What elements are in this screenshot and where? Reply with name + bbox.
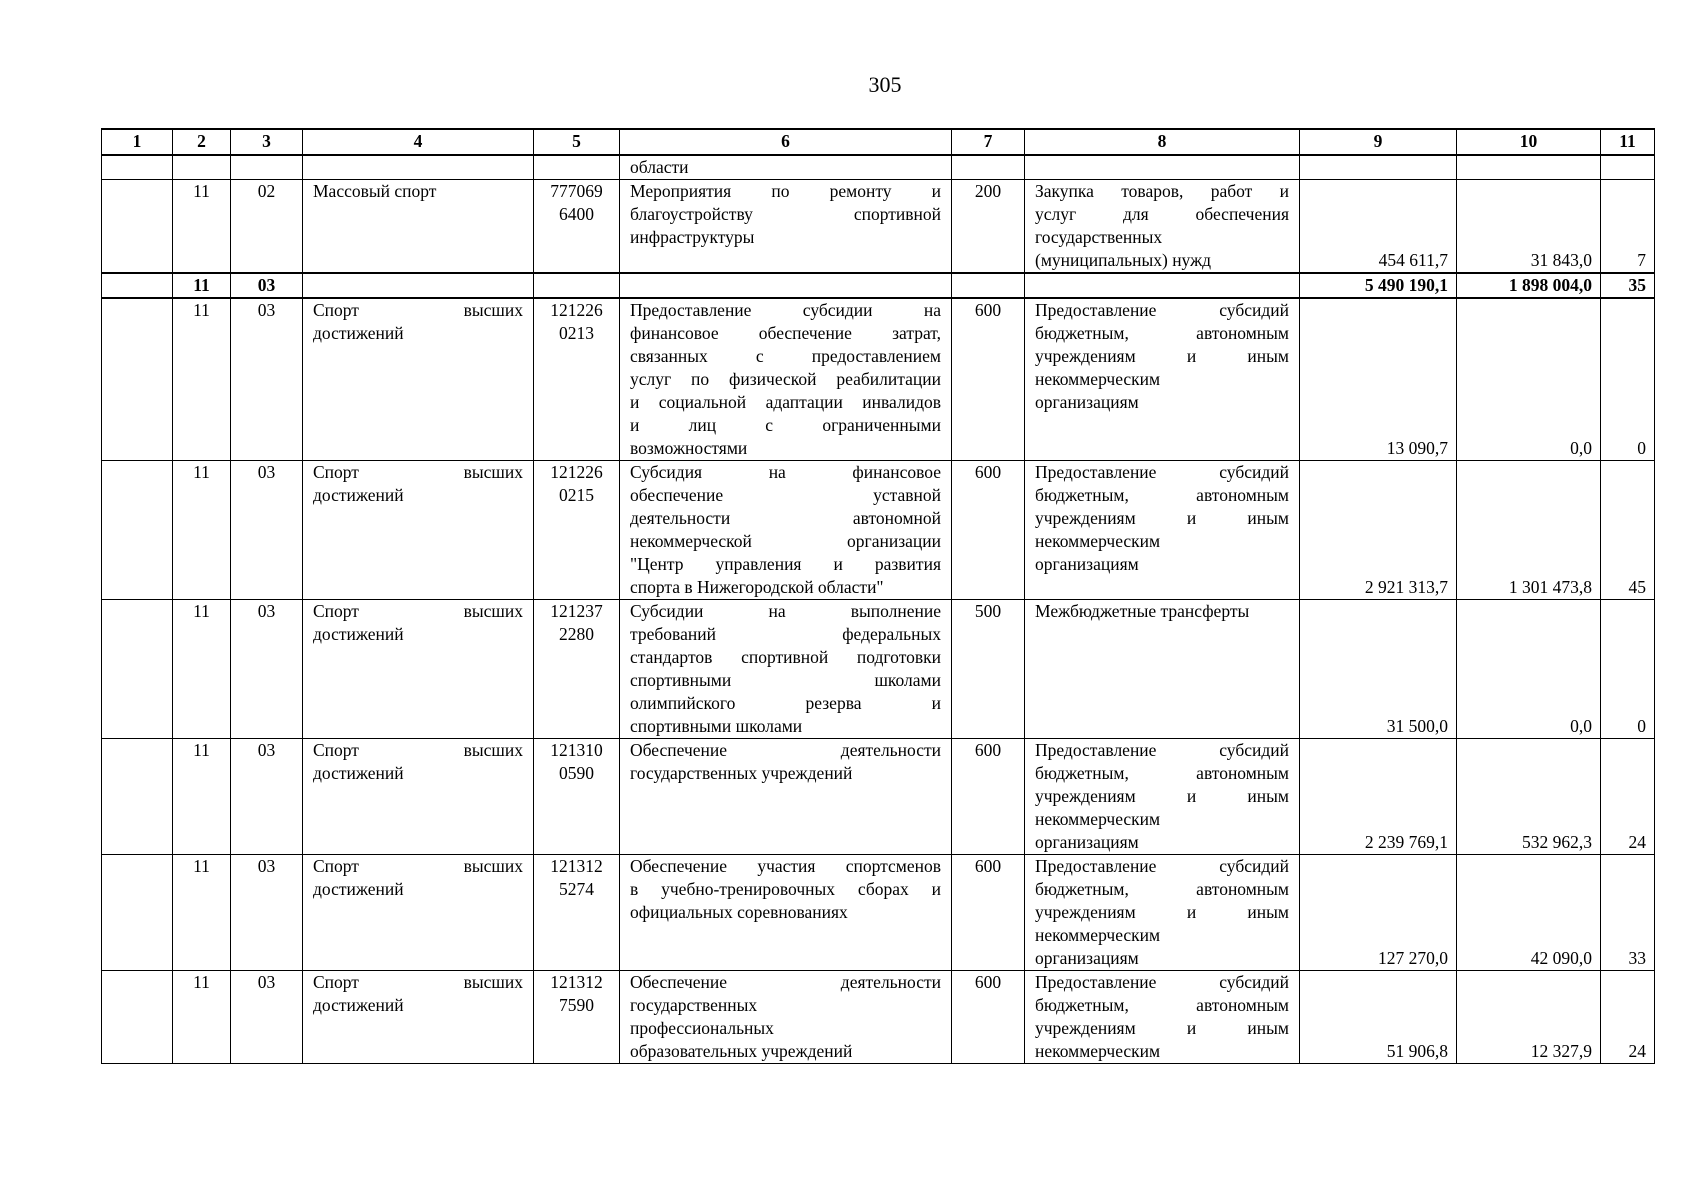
cell-col-5 bbox=[534, 273, 620, 298]
cell-col-4 bbox=[303, 273, 534, 298]
cell-line: достижений bbox=[313, 323, 404, 343]
cell-col-2: 11 bbox=[173, 971, 231, 1064]
cell-col-4 bbox=[303, 298, 534, 461]
cell-line: инфраструктуры bbox=[630, 227, 755, 247]
cell-line: 5274 bbox=[559, 879, 594, 899]
cell-line: услуг для обеспечения bbox=[1035, 204, 1289, 224]
cell-line: бюджетным, автономным bbox=[1035, 879, 1289, 899]
cell-line: 121237 bbox=[550, 601, 603, 621]
cell-line: профессиональных bbox=[630, 1018, 774, 1038]
cell-col-6 bbox=[620, 600, 952, 739]
table-body bbox=[102, 155, 1655, 1064]
cell-col-4 bbox=[303, 971, 534, 1064]
cell-line: 2280 bbox=[559, 624, 594, 644]
table-row bbox=[102, 600, 1655, 739]
cell-line: некоммерческой организации bbox=[630, 531, 941, 551]
cell-line: достижений bbox=[313, 879, 404, 899]
cell-line: 121226 bbox=[550, 462, 603, 482]
table-row bbox=[102, 855, 1655, 971]
cell-col-11: 7 bbox=[1601, 180, 1655, 274]
cell-col-8 bbox=[1025, 180, 1300, 274]
cell-col-7: 600 bbox=[952, 855, 1025, 971]
cell-line: государственных учреждений bbox=[630, 763, 853, 783]
column-header-6: 6 bbox=[620, 129, 952, 155]
column-header-10: 10 bbox=[1457, 129, 1601, 155]
cell-col-3: 02 bbox=[231, 180, 303, 274]
cell-line: Предоставление субсидий bbox=[1035, 972, 1289, 992]
cell-col-2: 11 bbox=[173, 855, 231, 971]
cell-line: Субсидия на финансовое bbox=[630, 462, 941, 482]
cell-col-4 bbox=[303, 600, 534, 739]
cell-col-4 bbox=[303, 739, 534, 855]
column-header-5: 5 bbox=[534, 129, 620, 155]
cell-line: Спорт высших bbox=[313, 856, 523, 876]
total-row bbox=[102, 273, 1655, 298]
cell-line: в учебно-тренировочных сборах и bbox=[630, 879, 941, 899]
cell-line: организациям bbox=[1035, 392, 1139, 412]
table-row bbox=[102, 461, 1655, 600]
cell-col-9: 51 906,8 bbox=[1300, 971, 1457, 1064]
cell-col-2: 11 bbox=[173, 273, 231, 298]
table-row bbox=[102, 155, 1655, 180]
cell-line: Предоставление субсидии на bbox=[630, 300, 941, 320]
column-header-2: 2 bbox=[173, 129, 231, 155]
cell-col-11: 24 bbox=[1601, 971, 1655, 1064]
cell-line: учреждениям и иным bbox=[1035, 346, 1289, 366]
cell-line: некоммерческим bbox=[1035, 531, 1161, 551]
cell-col-10: 0,0 bbox=[1457, 298, 1601, 461]
cell-col-5 bbox=[534, 298, 620, 461]
cell-line: спортивными школами bbox=[630, 716, 803, 736]
cell-col-11: 35 bbox=[1601, 273, 1655, 298]
cell-line: 0215 bbox=[559, 485, 594, 505]
cell-line: некоммерческим bbox=[1035, 809, 1161, 829]
cell-col-6 bbox=[620, 273, 952, 298]
cell-line: некоммерческим bbox=[1035, 1041, 1161, 1061]
cell-line: некоммерческим bbox=[1035, 925, 1161, 945]
cell-line: Спорт высших bbox=[313, 462, 523, 482]
cell-col-8 bbox=[1025, 298, 1300, 461]
cell-line: учреждениям и иным bbox=[1035, 1018, 1289, 1038]
cell-line: 0213 bbox=[559, 323, 594, 343]
cell-col-4 bbox=[303, 461, 534, 600]
cell-col-5 bbox=[534, 461, 620, 600]
cell-line: учреждениям и иным bbox=[1035, 786, 1289, 806]
cell-col-8 bbox=[1025, 273, 1300, 298]
cell-col-3: 03 bbox=[231, 298, 303, 461]
cell-col-7: 600 bbox=[952, 971, 1025, 1064]
cell-line: связанных с предоставлением bbox=[630, 346, 941, 366]
cell-col-8 bbox=[1025, 461, 1300, 600]
cell-col-1 bbox=[102, 600, 173, 739]
cell-col-3: 03 bbox=[231, 739, 303, 855]
cell-col-8 bbox=[1025, 600, 1300, 739]
cell-col-10: 42 090,0 bbox=[1457, 855, 1601, 971]
cell-col-6 bbox=[620, 298, 952, 461]
cell-line: спорта в Нижегородской области" bbox=[630, 577, 884, 597]
cell-col-8 bbox=[1025, 971, 1300, 1064]
cell-col-6 bbox=[620, 155, 952, 180]
table-row bbox=[102, 180, 1655, 274]
cell-col-1 bbox=[102, 739, 173, 855]
cell-line: учреждениям и иным bbox=[1035, 902, 1289, 922]
cell-line: Обеспечение деятельности bbox=[630, 972, 941, 992]
cell-line: "Центр управления и развития bbox=[630, 554, 941, 574]
cell-line: 121310 bbox=[550, 740, 603, 760]
cell-line: бюджетным, автономным bbox=[1035, 995, 1289, 1015]
cell-line: Мероприятия по ремонту и bbox=[630, 181, 941, 201]
cell-col-2: 11 bbox=[173, 461, 231, 600]
cell-col-2: 11 bbox=[173, 600, 231, 739]
cell-line: деятельности автономной bbox=[630, 508, 941, 528]
cell-line: государственных bbox=[1035, 227, 1163, 247]
cell-col-9: 13 090,7 bbox=[1300, 298, 1457, 461]
cell-col-7 bbox=[952, 273, 1025, 298]
cell-line: Спорт высших bbox=[313, 972, 523, 992]
cell-col-11: 33 bbox=[1601, 855, 1655, 971]
cell-line: стандартов спортивной подготовки bbox=[630, 647, 941, 667]
cell-col-3 bbox=[231, 155, 303, 180]
budget-table bbox=[101, 128, 1655, 1064]
cell-line: и лиц с ограниченными bbox=[630, 415, 941, 435]
cell-line: 7590 bbox=[559, 995, 594, 1015]
cell-col-5 bbox=[534, 971, 620, 1064]
cell-col-1 bbox=[102, 461, 173, 600]
cell-line: требований федеральных bbox=[630, 624, 941, 644]
cell-col-2: 11 bbox=[173, 180, 231, 274]
cell-line: официальных соревнованиях bbox=[630, 902, 848, 922]
cell-col-6 bbox=[620, 180, 952, 274]
cell-col-11 bbox=[1601, 155, 1655, 180]
cell-col-8 bbox=[1025, 155, 1300, 180]
cell-col-11: 0 bbox=[1601, 600, 1655, 739]
cell-col-5 bbox=[534, 600, 620, 739]
cell-col-1 bbox=[102, 855, 173, 971]
cell-col-5 bbox=[534, 855, 620, 971]
cell-col-10: 1 301 473,8 bbox=[1457, 461, 1601, 600]
column-header-11: 11 bbox=[1601, 129, 1655, 155]
cell-line: достижений bbox=[313, 485, 404, 505]
cell-col-8 bbox=[1025, 739, 1300, 855]
cell-line: возможностями bbox=[630, 438, 748, 458]
cell-line: Межбюджетные трансферты bbox=[1035, 601, 1250, 621]
cell-line: обеспечение уставной bbox=[630, 485, 941, 505]
cell-line: спортивными школами bbox=[630, 670, 941, 690]
cell-line: государственных bbox=[630, 995, 758, 1015]
cell-line: Массовый спорт bbox=[313, 181, 437, 201]
cell-col-9: 2 239 769,1 bbox=[1300, 739, 1457, 855]
column-header-3: 3 bbox=[231, 129, 303, 155]
cell-col-11: 0 bbox=[1601, 298, 1655, 461]
cell-line: 6400 bbox=[559, 204, 594, 224]
cell-col-11: 45 bbox=[1601, 461, 1655, 600]
cell-line: Спорт высших bbox=[313, 601, 523, 621]
column-header-7: 7 bbox=[952, 129, 1025, 155]
cell-line: Предоставление субсидий bbox=[1035, 300, 1289, 320]
cell-line: (муниципальных) нужд bbox=[1035, 250, 1212, 270]
cell-col-6 bbox=[620, 461, 952, 600]
cell-line: 121226 bbox=[550, 300, 603, 320]
cell-col-9: 127 270,0 bbox=[1300, 855, 1457, 971]
cell-col-7: 600 bbox=[952, 461, 1025, 600]
cell-line: достижений bbox=[313, 763, 404, 783]
column-header-9: 9 bbox=[1300, 129, 1457, 155]
cell-col-10: 31 843,0 bbox=[1457, 180, 1601, 274]
cell-col-1 bbox=[102, 971, 173, 1064]
cell-col-9 bbox=[1300, 155, 1457, 180]
cell-col-9: 454 611,7 bbox=[1300, 180, 1457, 274]
table-row bbox=[102, 971, 1655, 1064]
cell-col-8 bbox=[1025, 855, 1300, 971]
cell-line: учреждениям и иным bbox=[1035, 508, 1289, 528]
cell-col-4 bbox=[303, 180, 534, 274]
cell-col-1 bbox=[102, 273, 173, 298]
cell-line: и социальной адаптации инвалидов bbox=[630, 392, 941, 412]
cell-col-2: 11 bbox=[173, 298, 231, 461]
cell-line: Обеспечение участия спортсменов bbox=[630, 856, 941, 876]
cell-line: Субсидии на выполнение bbox=[630, 601, 941, 621]
cell-col-2: 11 bbox=[173, 739, 231, 855]
cell-col-10: 12 327,9 bbox=[1457, 971, 1601, 1064]
cell-line: организациям bbox=[1035, 554, 1139, 574]
cell-col-5 bbox=[534, 739, 620, 855]
cell-col-9: 2 921 313,7 bbox=[1300, 461, 1457, 600]
cell-line: Обеспечение деятельности bbox=[630, 740, 941, 760]
cell-col-3: 03 bbox=[231, 461, 303, 600]
page-number: 305 bbox=[868, 72, 902, 97]
cell-col-6 bbox=[620, 855, 952, 971]
cell-col-2 bbox=[173, 155, 231, 180]
cell-col-3: 03 bbox=[231, 971, 303, 1064]
cell-col-7: 600 bbox=[952, 298, 1025, 461]
cell-col-7: 200 bbox=[952, 180, 1025, 274]
cell-line: Предоставление субсидий bbox=[1035, 740, 1289, 760]
table-row bbox=[102, 739, 1655, 855]
cell-line: Спорт высших bbox=[313, 740, 523, 760]
cell-col-4 bbox=[303, 155, 534, 180]
cell-line: олимпийского резерва и bbox=[630, 693, 941, 713]
cell-line: достижений bbox=[313, 995, 404, 1015]
column-header-1: 1 bbox=[102, 129, 173, 155]
cell-line: 121312 bbox=[550, 972, 603, 992]
header-row bbox=[102, 129, 1655, 155]
cell-line: 777069 bbox=[550, 181, 603, 201]
cell-line: бюджетным, автономным bbox=[1035, 485, 1289, 505]
cell-col-5 bbox=[534, 180, 620, 274]
cell-col-9: 31 500,0 bbox=[1300, 600, 1457, 739]
column-header-4: 4 bbox=[303, 129, 534, 155]
cell-col-10: 532 962,3 bbox=[1457, 739, 1601, 855]
cell-line: Закупка товаров, работ и bbox=[1035, 181, 1289, 201]
cell-col-10: 1 898 004,0 bbox=[1457, 273, 1601, 298]
cell-col-5 bbox=[534, 155, 620, 180]
cell-col-7: 500 bbox=[952, 600, 1025, 739]
cell-col-1 bbox=[102, 298, 173, 461]
cell-col-10 bbox=[1457, 155, 1601, 180]
cell-col-4 bbox=[303, 855, 534, 971]
cell-col-6 bbox=[620, 971, 952, 1064]
column-header-8: 8 bbox=[1025, 129, 1300, 155]
cell-col-1 bbox=[102, 155, 173, 180]
cell-col-10: 0,0 bbox=[1457, 600, 1601, 739]
cell-line: области bbox=[630, 157, 689, 177]
cell-line: образовательных учреждений bbox=[630, 1041, 853, 1061]
cell-col-7: 600 bbox=[952, 739, 1025, 855]
cell-line: организациям bbox=[1035, 948, 1139, 968]
cell-col-7 bbox=[952, 155, 1025, 180]
cell-line: бюджетным, автономным bbox=[1035, 763, 1289, 783]
cell-line: организациям bbox=[1035, 832, 1139, 852]
cell-line: 121312 bbox=[550, 856, 603, 876]
cell-col-3: 03 bbox=[231, 600, 303, 739]
cell-line: бюджетным, автономным bbox=[1035, 323, 1289, 343]
table-row bbox=[102, 298, 1655, 461]
cell-col-3: 03 bbox=[231, 273, 303, 298]
cell-col-3: 03 bbox=[231, 855, 303, 971]
cell-line: Предоставление субсидий bbox=[1035, 856, 1289, 876]
cell-line: Предоставление субсидий bbox=[1035, 462, 1289, 482]
cell-col-1 bbox=[102, 180, 173, 274]
cell-col-6 bbox=[620, 739, 952, 855]
cell-line: финансовое обеспечение затрат, bbox=[630, 323, 941, 343]
cell-line: Спорт высших bbox=[313, 300, 523, 320]
cell-line: 0590 bbox=[559, 763, 594, 783]
cell-col-9: 5 490 190,1 bbox=[1300, 273, 1457, 298]
cell-col-11: 24 bbox=[1601, 739, 1655, 855]
cell-line: некоммерческим bbox=[1035, 369, 1161, 389]
cell-line: услуг по физической реабилитации bbox=[630, 369, 941, 389]
cell-line: достижений bbox=[313, 624, 404, 644]
cell-line: благоустройству спортивной bbox=[630, 204, 941, 224]
